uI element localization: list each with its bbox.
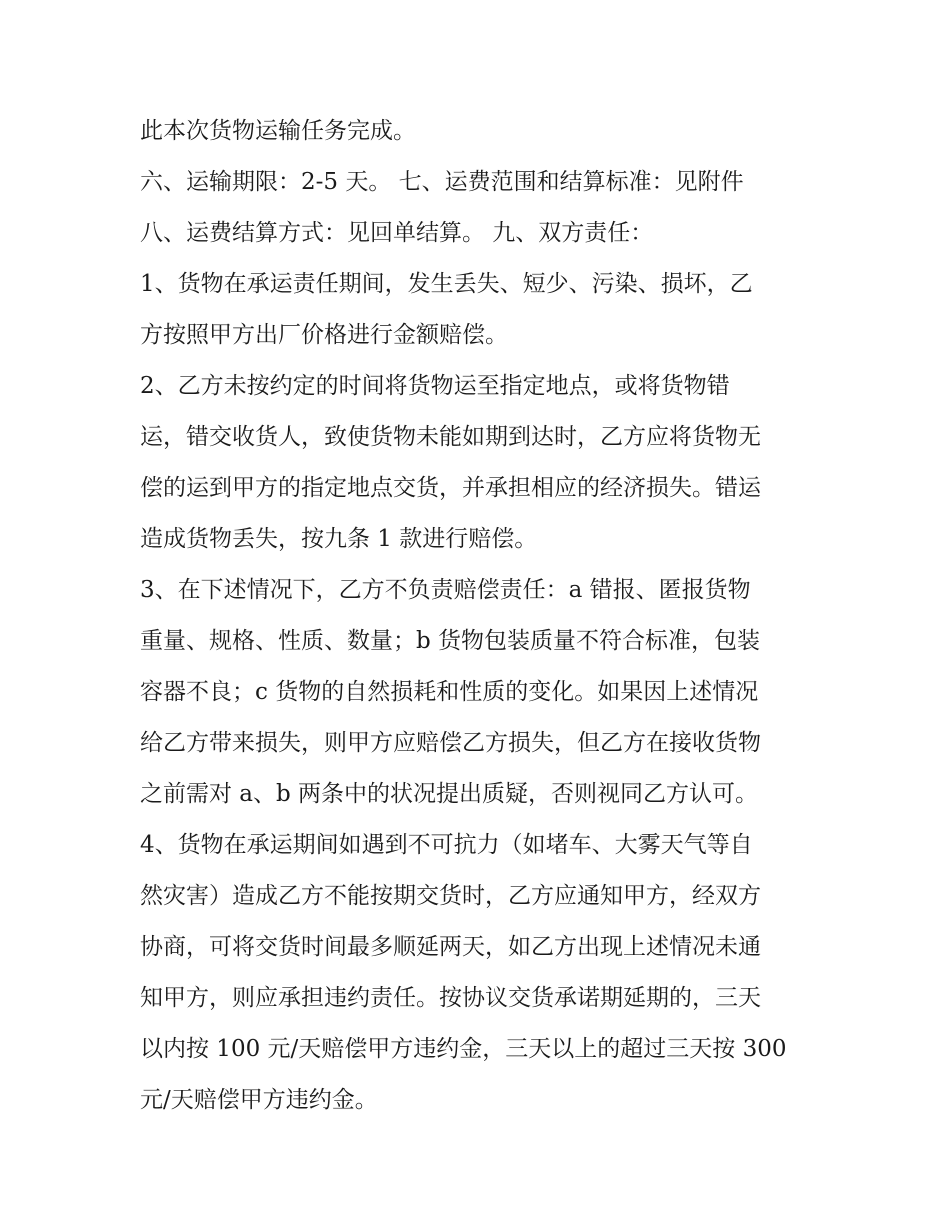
text-line-14: 之前需对 a、b 两条中的状况提出质疑，否则视同乙方认可。 (140, 781, 759, 807)
text-line-11: 重量、规格、性质、数量；b 货物包装质量不符合标准，包装 (140, 628, 761, 654)
text-line-4: 1、货物在承运责任期间，发生丢失、短少、污染、损坏，乙 (140, 271, 753, 297)
text-line-5: 方按照甲方出厂价格进行金额赔偿。 (140, 322, 508, 348)
text-line-13: 给乙方带来损失，则甲方应赔偿乙方损失，但乙方在接收货物 (140, 730, 761, 756)
text-line-8: 偿的运到甲方的指定地点交货，并承担相应的经济损失。错运 (140, 475, 761, 501)
text-line-20: 元/天赔偿甲方违约金。 (140, 1087, 378, 1113)
document-body (140, 106, 820, 1126)
text-line-2: 六、运输期限：2-5 天。 七、运费范围和结算标准：见附件 (140, 169, 744, 195)
text-line-7: 运，错交收货人，致使货物未能如期到达时，乙方应将货物无 (140, 424, 761, 450)
text-line-3: 八、运费结算方式：见回单结算。 九、双方责任： (140, 220, 654, 246)
text-line-9: 造成货物丢失，按九条 1 款进行赔偿。 (140, 526, 538, 552)
text-line-17: 协商，可将交货时间最多顺延两天，如乙方出现上述情况未通 (140, 934, 761, 960)
text-line-12: 容器不良；c 货物的自然损耗和性质的变化。如果因上述情况 (140, 679, 759, 705)
text-line-16: 然灾害）造成乙方不能按期交货时，乙方应通知甲方，经双方 (140, 883, 761, 909)
text-line-18: 知甲方，则应承担违约责任。按协议交货承诺期延期的，三天 (140, 985, 761, 1011)
text-line-15: 4、货物在承运期间如遇到不可抗力（如堵车、大雾天气等自 (140, 832, 753, 858)
text-line-10: 3、在下述情况下，乙方不负责赔偿责任：a 错报、匿报货物 (140, 577, 751, 603)
text-line-6: 2、乙方未按约定的时间将货物运至指定地点，或将货物错 (140, 373, 730, 399)
text-line-19: 以内按 100 元/天赔偿甲方违约金，三天以上的超过三天按 300 (140, 1036, 787, 1062)
text-line-1: 此本次货物运输任务完成。 (140, 118, 416, 144)
